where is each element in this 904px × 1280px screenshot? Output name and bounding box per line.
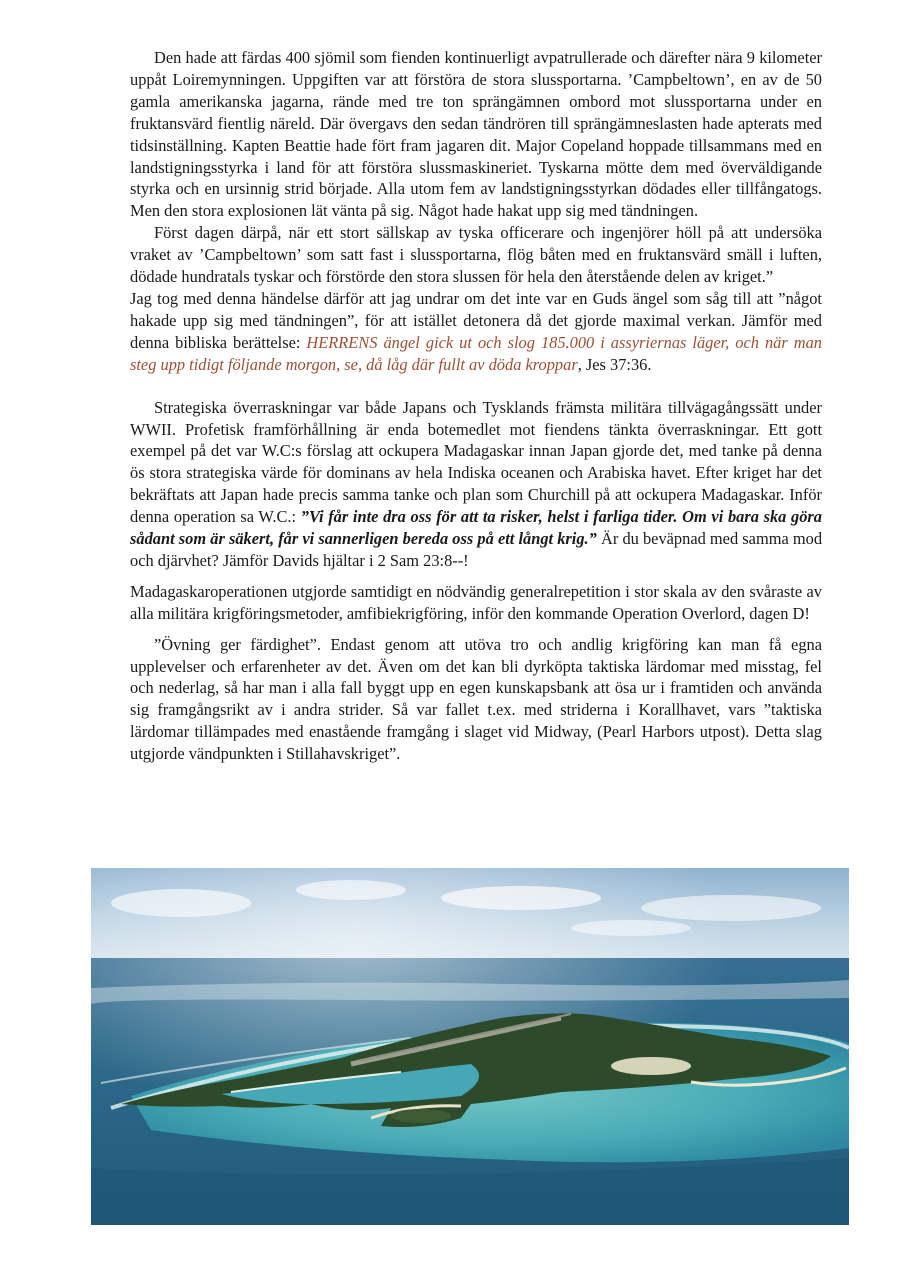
page-body xyxy=(130,47,822,765)
scripture-reference: , Jes 37:36. xyxy=(577,354,652,374)
paragraph-strategic-surprises xyxy=(130,397,822,572)
strategic-surprises-text: Strategiska överraskningar var både Japans och Tysklands främsta militära tillvägagångssätt under WWII. Profetisk framförhållning är enda botemedlet mot fiendens tänkta överraskningar. Ett gott exempel på det var W.C:s förslag att ockupera Madagaskar innan Japan gjorde det, med tanke på denna ös stora strategiska värde för dominans av hela Indiska oceanen och Arabiska havet. Efter kriget har det bekräftats att Japan hade precis samma tanke och plan som Churchill på att ockupera Madagaskar. Inför denna operation sa W.C.: xyxy=(130,397,822,527)
churchill-quote: ”Vi får inte dra oss för att ta risker, helst i farliga tider. Om vi bara ska göra sådant som är säkert, får vi sannerligen bereda oss på ett långt krig.” xyxy=(130,507,822,549)
strategic-surprises-ending: Är du beväpnad med samma mod och djärvhet? Jämför Davids hjältar i 2 Sam 23:8--! xyxy=(130,529,823,570)
paragraph-explosion: Först dagen därpå, när ett stort sällskap av tyska officerare och ingenjörer höll på att undersöka vraket av ’Campbeltown’ som satt fast i slussportarna, flög båten med en fruktansvärd smäll i luften, dödade hundratals tyskar och förstörde den stora slussen för hela den återstående delen av kriget.” xyxy=(130,223,822,287)
angel-reflection-text: Jag tog med denna händelse därför att jag undrar om det inte var en Guds ängel som såg till att ”något hakade upp sig med tändningen”, för att istället detonera då det gjorde maximal verkan. Jämför med denna bibliska berättelse: xyxy=(130,288,822,352)
paragraph-angel-reflection xyxy=(130,288,822,376)
paragraph-practice: ”Övning ger färdighet”. Endast genom att utöva tro och andlig krigföring kan man få egna upplevelser och erfarenheter av det. Även om det kan bli dyrköpta taktiska lärdomar med misstag, fel och nederlag, så har man i alla fall byggt upp en egen kunskapsbank att ösa ur i framtiden och använda sig framgångsrikt av i andra strider. Så var fallet t.ex. med striderna i Korallhavet, vars ”taktiska lärdomar tillämpades med enastående framgång i slaget vid Midway, (Pearl Harbors utpost). Detta slag utgjorde vändpunkten i Stillahavskriget”. xyxy=(130,634,822,764)
paragraph-madagascar-operation: Madagaskaroperationen utgjorde samtidigt en nödvändig generalrepetition i stor skala av den svåraste av alla militära krigföringsmetoder, amfibiekrigföring, inför den kommande Operation Overlord, dagen D! xyxy=(130,581,822,623)
island-aerial-photo xyxy=(91,868,849,1225)
paragraph-campbeltown-raid: Den hade att färdas 400 sjömil som fienden kontinuerligt avpatrullerade och därefter nära 9 kilometer uppåt Loiremynningen. Uppgiften var att förstöra de stora slussportarna. ’Campbeltown’, en av de 50 gamla amerikanska jagarna, rände med tre ton sprängämnen ombord mot slussportarna under en fruktansvärd fientlig näreld. Där övergavs den sedan tändrören till sprängämneslasten hade apterats med tidsinställning. Kapten Beattie hade fört fram jagaren dit. Major Copeland hoppade tillsammans med en landstigningsstyrka i land för att förstöra slussmaskineriet. Tyskarna mötte dem med överväldigande styrka och en ursinnig strid började. Alla utom fem av landstigningsstyrkan dödades eller tillfångatogs. Men den stora explosionen lät vänta på sig. Något hade hakat upp sig med tändningen. xyxy=(130,48,822,221)
scripture-quote: HERRENS ängel gick ut och slog 185.000 i assyriernas läger, och när man steg upp tidigt följande morgon, se, då låg där fullt av döda kroppar xyxy=(130,332,822,374)
